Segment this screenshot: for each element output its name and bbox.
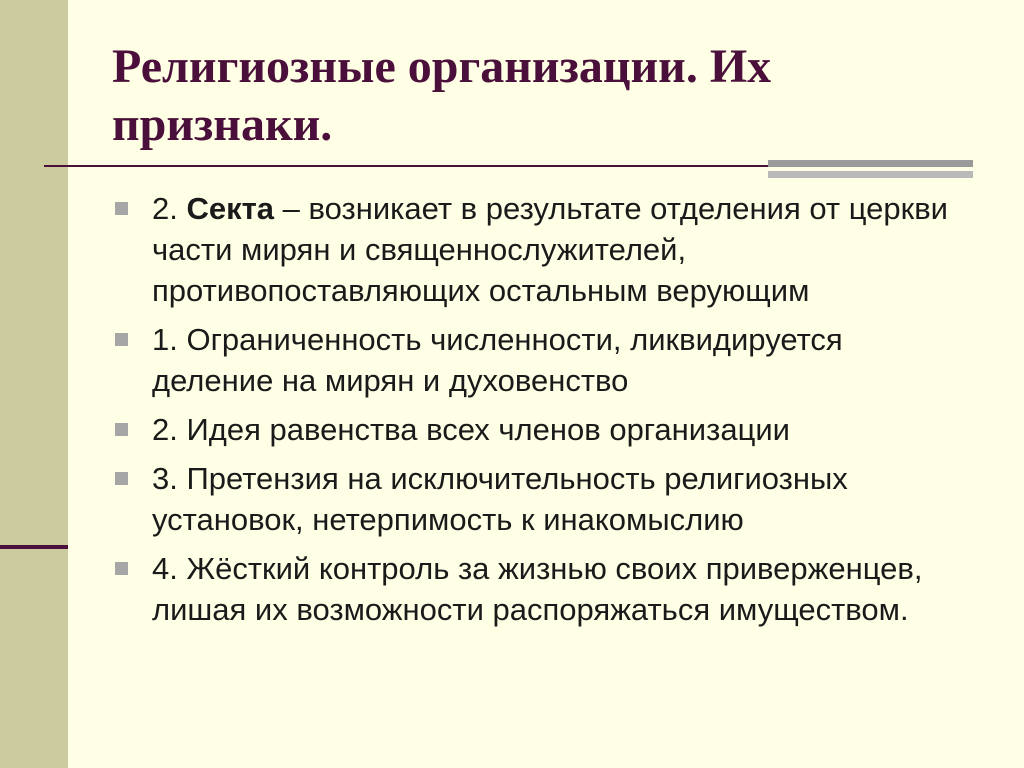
bullet-text: 1. Ограниченность численности, ликвидируется деление на мирян и духовенство xyxy=(152,322,843,398)
bullet-list xyxy=(112,188,972,638)
bullet-prefix: 2. xyxy=(152,191,187,226)
bullet-item xyxy=(112,319,972,401)
bullet-item xyxy=(112,188,972,311)
square-bullet-icon xyxy=(115,562,128,575)
bullet-item xyxy=(112,548,972,630)
bullet-item xyxy=(112,458,972,540)
square-bullet-icon xyxy=(115,333,128,346)
accent-bar-light xyxy=(768,171,973,178)
bullet-text: 4. Жёсткий контроль за жизнью своих приверженцев, лишая их возможности распоряжаться имуществом. xyxy=(152,551,923,627)
bullet-item xyxy=(112,409,972,450)
left-decor-band xyxy=(0,0,68,768)
square-bullet-icon xyxy=(115,423,128,436)
bullet-definition: – возникает в результате отделения от церкви части мирян и священнослужителей, противопоставляющих остальным верующим xyxy=(152,191,948,308)
bullet-text xyxy=(152,191,948,308)
bullet-term: Секта xyxy=(186,191,275,226)
bullet-text: 2. Идея равенства всех членов организации xyxy=(152,412,790,447)
square-bullet-icon xyxy=(115,202,128,215)
left-decor-rule xyxy=(0,545,68,549)
title-accent-bars xyxy=(768,160,973,180)
slide-title: Религиозные организации. Их признаки. xyxy=(112,40,772,151)
accent-bar-dark xyxy=(768,160,973,167)
bullet-text: 3. Претензия на исключительность религиозных установок, нетерпимость к инакомыслию xyxy=(152,461,848,537)
square-bullet-icon xyxy=(115,472,128,485)
